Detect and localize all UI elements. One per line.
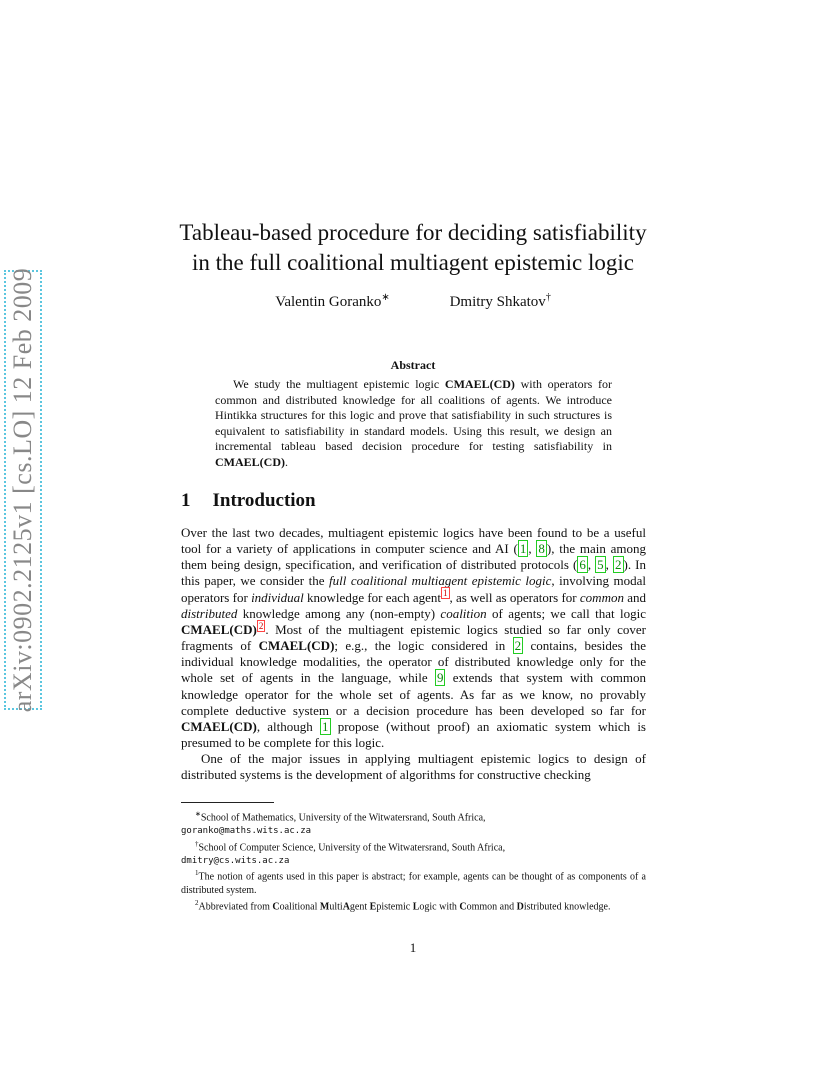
author-2-name: Dmitry Shkatov xyxy=(449,294,546,310)
arxiv-stamp xyxy=(4,267,42,713)
authors xyxy=(160,292,666,311)
citation-link[interactable]: 2 xyxy=(514,638,522,654)
title-line-1: Tableau-based procedure for deciding satisfiability xyxy=(179,220,647,245)
author-2 xyxy=(450,294,551,310)
abstract-heading: Abstract xyxy=(390,358,436,372)
footnote-link[interactable]: 1 xyxy=(443,588,448,599)
author-1 xyxy=(275,294,390,310)
citation-link[interactable]: 9 xyxy=(436,670,444,686)
title-line-2: in the full coalitional multiagent epistemic logic xyxy=(192,250,634,275)
footnote-2: †School of Computer Science, University of the Witwatersrand, South Africa, dmitry@cs.wits.ac.za xyxy=(181,839,506,866)
author-1-name: Valentin Goranko xyxy=(275,294,382,310)
abstract-text-1: We study the multiagent epistemic logic xyxy=(233,377,445,391)
citation-link[interactable]: 6 xyxy=(579,557,586,573)
intro-paragraph-1: Over the last two decades, multiagent epistemic logics have been found to be a useful tool for a variety of applications in computer science and AI ( 1 , 8 ), the main among them being design, specification, and verification of distributed protocols ( 6 , 5 , 2 ). In this paper, we consider the full coalitional multiagent epistemic logic, involving modal operators for individual knowledge for each agent $^1$ , as well as operators for common and distributed knowledge among any (non-empty) coalition of agents; we call that logic CMAEL(CD) $^2$ . Most of the multiagent epistemic logics studied so far only cover fragments of CMAEL(CD); e.g., the logic considered in 2 contains, besides the individual knowledge modalities, the operator of distributed knowledge only for the whole set of agents in the language, while 9 extends that system with common knowledge operator for the whole set of agents. As far as we know, no provably complete deductive system or a decision procedure has been developed so far for CMAEL(CD), although 1 propose (without proof) an axiomatic system which is presumed to be complete for this logic. xyxy=(181,525,647,751)
footnote-4: $^2$Abbreviated from Coalitional MultiAgent Epistemic Logic with Common and Distributed knowledge. xyxy=(195,899,611,913)
abstract-text-3: . xyxy=(285,454,288,469)
section-number: 1 xyxy=(181,490,191,511)
abstract-logic-name-2: CMAEL(CD) xyxy=(215,454,285,469)
intro-body xyxy=(181,525,646,784)
footnote-1: ∗School of Mathematics, University of the Witwatersrand, South Africa, goranko@maths.wits.ac.za xyxy=(181,810,486,837)
email-2: dmitry@cs.wits.ac.za xyxy=(181,855,290,866)
section-heading xyxy=(181,490,316,512)
arxiv-stamp-text: arXiv:0902.2125v1 [cs.LO] 12 Feb 2009 xyxy=(8,267,37,713)
abstract-logic-name-1: CMAEL(CD) xyxy=(444,377,515,391)
author-2-mark: † xyxy=(545,292,551,303)
citation-link[interactable]: 1 xyxy=(519,541,527,557)
page-number: 1 xyxy=(409,940,417,955)
footnote-link[interactable]: 2 xyxy=(258,620,264,631)
intro-paragraph-2: One of the major issues in applying multiagent epistemic logics to design of distributed systems is the development of algorithms for constructive checking xyxy=(181,751,646,783)
footnote-3: $^1$The notion of agents used in this paper is abstract; for example, agents can be thought of as components of a distributed system. xyxy=(181,869,646,896)
abstract-body xyxy=(215,377,612,471)
section-title: Introduction xyxy=(212,490,316,511)
footnotes xyxy=(181,808,646,914)
footnote-rule xyxy=(181,802,274,803)
paper-title xyxy=(160,218,666,278)
citation-link[interactable]: 1 xyxy=(322,718,329,734)
email-1: goranko@maths.wits.ac.za xyxy=(181,826,312,837)
abstract-text-2: with operators for common and distributed knowledge for all coalitions of agents. We introduce Hintikka structures for this logic and prove that satisfiability in such structures is equivalent to satisfiability in standard models. Using this result, we design an incremental tableau based decision procedure for testing satisfiability in xyxy=(215,377,613,454)
author-1-mark: ∗ xyxy=(381,292,390,303)
citation-link[interactable]: 2 xyxy=(615,557,622,573)
citation-link[interactable]: 5 xyxy=(597,557,604,573)
citation-link[interactable]: 8 xyxy=(538,541,545,557)
